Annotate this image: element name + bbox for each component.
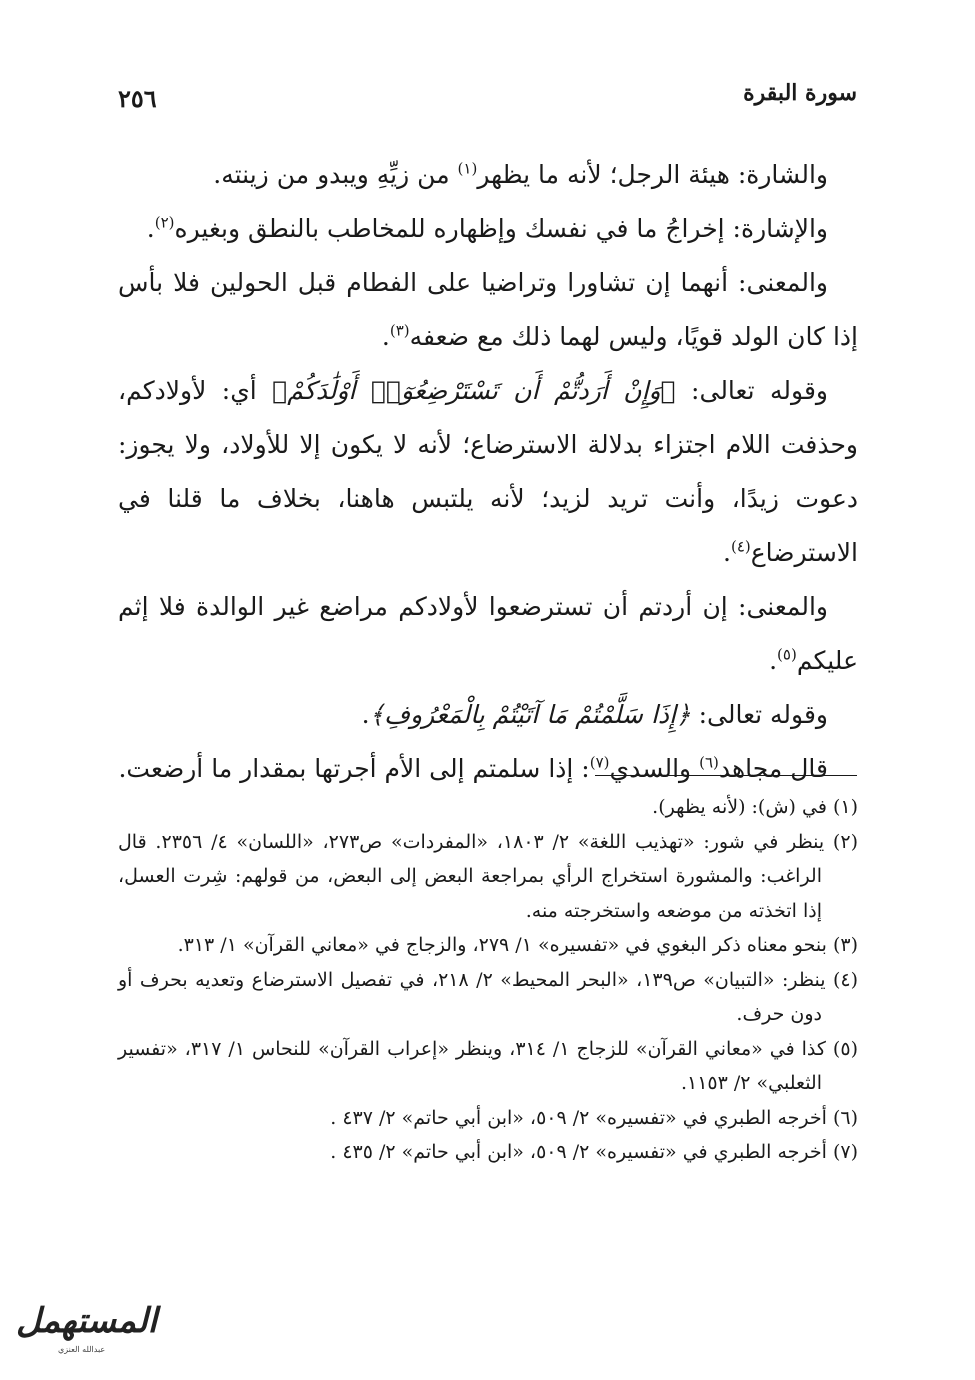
footnote-2: (٢) ينظر في شور: «تهذيب اللغة» ٢/ ١٨٠٣، «المفردات» ص٢٧٣، «اللسان» ٤/ ٢٣٥٦. قال الراغب: والمشورة استخراج الرأي بمراجعة البعض إلى البعض، من قولهم: شِرت العسل، إذا اتخذته من موضعه واستخرجته منه. <box>118 830 858 922</box>
footnote-ref-4[interactable]: (٤) <box>730 537 751 556</box>
page-header <box>118 80 857 120</box>
logo-subtitle: عبدالله العنزي <box>58 1345 106 1354</box>
paragraph-2: والإشارة: إخراجُ ما في نفسك وإظهاره للمخاطب بالنطق وبغيره$^{(٢)}$. <box>146 213 828 243</box>
publisher-logo <box>8 1295 158 1367</box>
footnote-ref-1[interactable]: (١) <box>457 159 478 178</box>
footnote-ref-3[interactable]: (٣) <box>389 321 410 340</box>
logo-text: المستهمل <box>16 1301 158 1341</box>
footnote-3: (٣) بنحو معناه ذكر البغوي في «تفسيره» ١/ ٢٧٩، والزجاج في «معاني القرآن» ١/ ٣١٣. <box>177 934 858 956</box>
footnote-4: (٤) ينظر: «التبيان» ص١٣٩، «البحر المحيط» ٢/ ٢١٨، في تفصيل الاسترضاع وتعديه بحرف أو دون حرف. <box>118 968 858 1025</box>
footnote-1: (١) في (ش): (لأنه يظهر). <box>652 796 858 818</box>
footnote-ref-6[interactable]: (٦) <box>699 753 719 772</box>
footnote-7: (٧) أخرجه الطبري في «تفسيره» ٢/ ٥٠٩، «ابن أبي حاتم» ٢/ ٤٣٥ . <box>330 1141 858 1163</box>
main-text <box>118 148 858 796</box>
paragraph-3: والمعنى: أنهما إن تشاورا وتراضيا على الفطام قبل الحولين فلا بأس إذا كان الولد قويًا، وليس لهما ذلك مع ضعفه$^{(٣)}$. <box>118 268 858 351</box>
surah-title: سورة البقرة <box>743 80 857 106</box>
paragraph-5: والمعنى: إن أردتم أن تسترضعوا لأولادكم مراضع غير الوالدة فلا إثم عليكم$^{(٥)}$. <box>118 592 858 675</box>
page-number: ٢٥٦ <box>118 84 157 113</box>
footnote-ref-5[interactable]: (٥) <box>777 645 797 664</box>
paragraph-7: قال مجاهد$^{(٦)}$ والسدي$^{(٧)}$: إذا سلمتم إلى الأم أجرتها بمقدار ما أرضعت. <box>118 753 828 783</box>
quran-verse: ﴿وَإِنْ أَرَدتُّمْ أَن تَسْتَرْضِعُوٓا۟ أَوْلَٰدَكُمْ﴾ <box>272 376 676 405</box>
footnote-6: (٦) أخرجه الطبري في «تفسيره» ٢/ ٥٠٩، «ابن أبي حاتم» ٢/ ٤٣٧ . <box>330 1106 858 1129</box>
footnote-ref-2[interactable]: (٢) <box>154 213 175 232</box>
quran-verse: ﴿إِذَا سَلَّمْتُمْ مَا آتَيْتُمْ بِالْمَعْرُوفِ﴾ <box>369 700 691 729</box>
footnote-ref-7[interactable]: (٧) <box>589 753 610 772</box>
paragraph-6: وقوله تعالى: ﴿إِذَا سَلَّمْتُمْ مَا آتَيْتُمْ بِالْمَعْرُوفِ﴾. <box>361 700 828 729</box>
paragraph-4: وقوله تعالى: ﴿وَإِنْ أَرَدتُّمْ أَن تَسْتَرْضِعُوٓا۟ أَوْلَٰدَكُمْ﴾ أي: لأولادكم، وحذفت اللام اجتزاء بدلالة الاسترضاع؛ لأنه لا يكون إلا للأولاد، ولا يجوز: دعوت زيدًا، وأنت تريد لزيد؛ لأنه يلتبس هاهنا، بخلاف ما قلنا في الاسترضاع$^{(٤)}$. <box>118 376 858 567</box>
paragraph-1: والشارة: هيئة الرجل؛ لأنه ما يظهر$^{(١)}$ من زيِّهِ ويبدو من زينته. <box>213 159 828 189</box>
footnote-separator <box>595 775 857 776</box>
footnotes <box>118 790 858 1170</box>
footnote-5: (٥) كذا في «معاني القرآن» للزجاج ١/ ٣١٤، وينظر «إعراب القرآن» للنحاس ١/ ٣١٧، «تفسير الثعلبي» ٢/ ١١٥٣. <box>118 1037 858 1094</box>
